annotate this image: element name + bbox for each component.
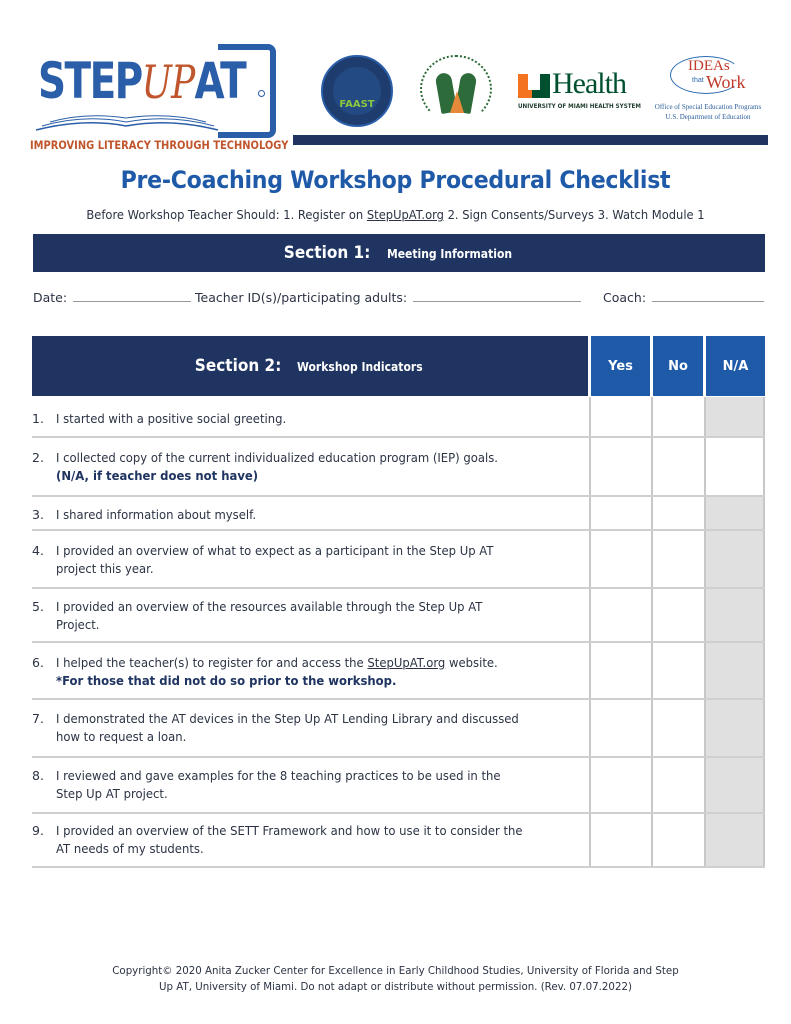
na-cell-disabled bbox=[704, 700, 765, 756]
yes-checkbox[interactable] bbox=[589, 589, 651, 641]
yes-checkbox[interactable] bbox=[589, 531, 651, 587]
section2-header: Section 2: Workshop Indicators bbox=[32, 336, 588, 396]
teacher-id-field[interactable]: Teacher ID(s)/participating adults: bbox=[195, 290, 581, 305]
na-cell-disabled bbox=[704, 814, 765, 866]
stepupat-logo bbox=[30, 42, 289, 152]
na-cell-disabled bbox=[704, 643, 765, 698]
table-row: 2. I collected copy of the current individualized education program (IEP) goals. (N/A, if teacher does not have) bbox=[32, 438, 765, 497]
yes-checkbox[interactable] bbox=[589, 814, 651, 866]
page-title: Pre-Coaching Workshop Procedural Checklist bbox=[120, 166, 671, 194]
u-logo-icon bbox=[518, 74, 552, 98]
stepupat-wordmark: STEPUPAT bbox=[38, 52, 246, 110]
na-cell-disabled bbox=[704, 397, 765, 436]
stepupat-tagline: IMPROVING LITERACY THROUGH TECHNOLOGY bbox=[30, 138, 289, 152]
table-row: 4. I provided an overview of what to expect as a participant in the Step Up AT project this year. bbox=[32, 531, 765, 589]
workshop-indicators-table bbox=[32, 336, 765, 856]
na-cell-disabled bbox=[704, 531, 765, 587]
mailman-center-logo bbox=[420, 55, 492, 123]
no-checkbox[interactable] bbox=[651, 397, 704, 436]
no-checkbox[interactable] bbox=[651, 814, 704, 866]
section1-header: Section 1: Meeting Information bbox=[33, 234, 765, 272]
meeting-info-fields bbox=[33, 290, 765, 312]
table-row: 7. I demonstrated the AT devices in the Step Up AT Lending Library and discussed how to request a loan. bbox=[32, 700, 765, 758]
column-na: N/A bbox=[706, 336, 765, 396]
na-cell-disabled bbox=[704, 589, 765, 641]
na-cell-disabled bbox=[704, 497, 765, 529]
no-checkbox[interactable] bbox=[651, 758, 704, 812]
stepupat-link[interactable]: StepUpAT.org bbox=[366, 207, 444, 222]
faast-logo: FAAST bbox=[321, 55, 393, 127]
open-book-icon bbox=[34, 110, 220, 132]
uhealth-logo: Health UNIVERSITY OF MIAMI HEALTH SYSTEM bbox=[518, 67, 641, 110]
table-row: 8. I reviewed and gave examples for the 8 teaching practices to be used in the Step Up AT project. bbox=[32, 758, 765, 814]
na-cell-disabled bbox=[704, 758, 765, 812]
table-row: 6. I helped the teacher(s) to register for and access the StepUpAT.org website. *For those that did not do so prior to the workshop. bbox=[32, 643, 765, 700]
no-checkbox[interactable] bbox=[651, 497, 704, 529]
yes-checkbox[interactable] bbox=[589, 700, 651, 756]
coach-field[interactable]: Coach: bbox=[603, 290, 764, 305]
column-yes: Yes bbox=[591, 336, 650, 396]
no-checkbox[interactable] bbox=[651, 438, 704, 495]
header-divider bbox=[293, 135, 768, 145]
yes-checkbox[interactable] bbox=[589, 643, 651, 698]
table-row: 5. I provided an overview of the resources available through the Step Up AT Project. bbox=[32, 589, 765, 643]
no-checkbox[interactable] bbox=[651, 531, 704, 587]
table-row: 1. I started with a positive social greeting. bbox=[32, 397, 765, 438]
na-checkbox[interactable] bbox=[704, 438, 765, 495]
date-field[interactable]: Date: bbox=[33, 290, 191, 305]
no-checkbox[interactable] bbox=[651, 589, 704, 641]
pre-workshop-instructions: Before Workshop Teacher Should: 1. Register on StepUpAT.org 2. Sign Consents/Surveys 3. Watch Module 1 bbox=[86, 207, 705, 222]
no-checkbox[interactable] bbox=[651, 643, 704, 698]
yes-checkbox[interactable] bbox=[589, 497, 651, 529]
yes-checkbox[interactable] bbox=[589, 438, 651, 495]
yes-checkbox[interactable] bbox=[589, 758, 651, 812]
tablet-icon bbox=[218, 44, 276, 138]
column-no: No bbox=[653, 336, 703, 396]
yes-checkbox[interactable] bbox=[589, 397, 651, 436]
table-row: 3. I shared information about myself. bbox=[32, 497, 765, 531]
no-checkbox[interactable] bbox=[651, 700, 704, 756]
ideas-that-work-logo: IDEAs that Work Office of Special Education Programs U.S. Department of Education bbox=[654, 58, 762, 121]
copyright-footer: Copyright© 2020 Anita Zucker Center for Excellence in Early Childhood Studies, University of Florida and Step Up AT, University of Miami. Do not adapt or distribute without permission. (Rev. 07.07.2022) bbox=[112, 964, 679, 993]
stepupat-link[interactable]: StepUpAT.org bbox=[367, 655, 446, 670]
table-header bbox=[32, 336, 765, 396]
table-row: 9. I provided an overview of the SETT Framework and how to use it to consider the AT needs of my students. bbox=[32, 814, 765, 868]
